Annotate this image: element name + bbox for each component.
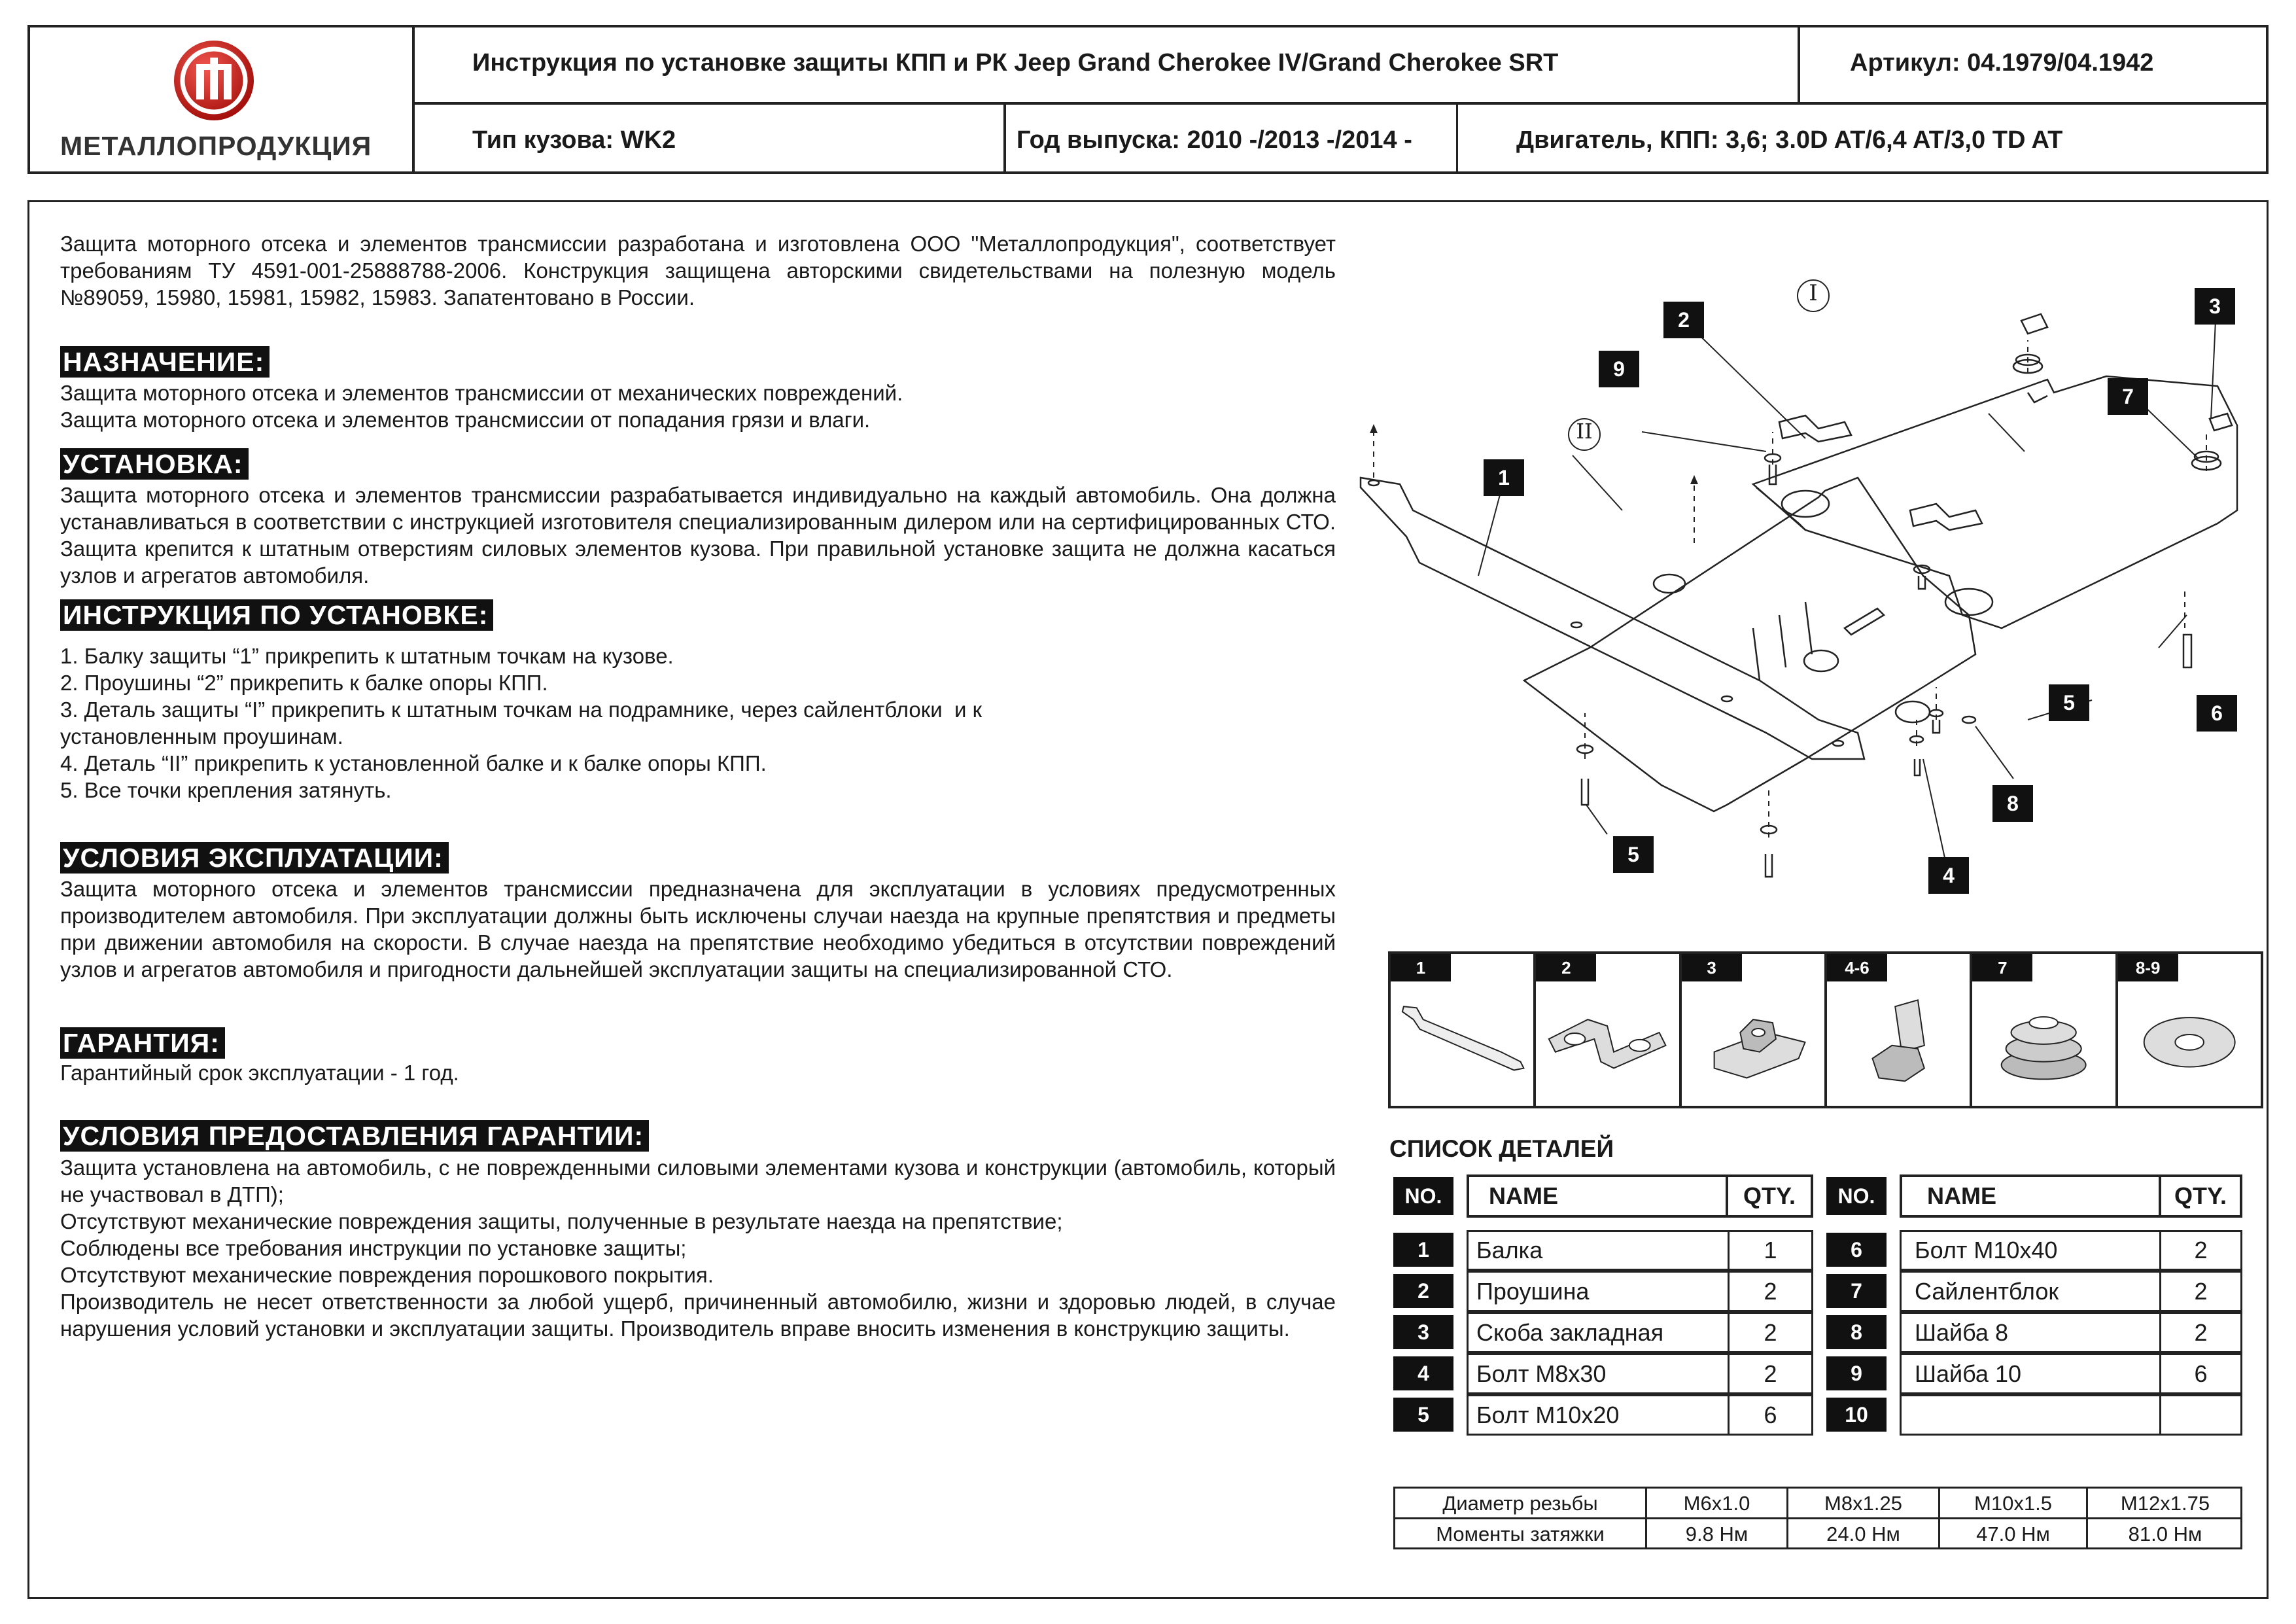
part-tag: 1 — [1391, 954, 1451, 981]
header-divider — [1456, 102, 1458, 174]
section-title-instruction: ИНСТРУКЦИЯ ПО УСТАНОВКЕ: — [60, 599, 493, 631]
instruction-step: 2. Проушины “2” прикрепить к балке опоры КПП. — [60, 671, 548, 695]
thread-size: M12x1.75 — [2120, 1492, 2210, 1515]
row-name: Болт М10х20 — [1467, 1394, 1730, 1436]
operation-text: Защита моторного отсека и элементов трансмиссии предназначена для эксплуатации в условиях предусмотренных производителем автомобиля. При эксплуатации должны быть исключены случаи наезда на крупные препятствия и предметы при движении автомобиля на скорости. В случае наезда на препятствие необходимо убедиться в отсутствии повреждений узлов и агрегатов автомобиля и пригодности дальнейшей эксплуатации защиты на специализированной СТО. — [60, 877, 1336, 981]
row-qty: 2 — [1728, 1312, 1813, 1353]
section-title-purpose: НАЗНАЧЕНИЕ: — [60, 346, 270, 378]
header-name: NAME — [1900, 1174, 2161, 1218]
row-qty: 2 — [2159, 1230, 2242, 1271]
section-title-install: УСТАНОВКА: — [60, 448, 249, 480]
row-name: Сайлентблок — [1900, 1271, 2161, 1312]
header-no: NO. — [1393, 1177, 1453, 1215]
row-no: 9 — [1826, 1356, 1887, 1390]
row-no: 10 — [1826, 1398, 1887, 1432]
purpose-line: Защита моторного отсека и элементов трансмиссии от попадания грязи и влаги. — [60, 408, 871, 432]
row-no: 2 — [1393, 1274, 1453, 1308]
header-name: NAME — [1467, 1174, 1728, 1218]
part-tag: 2 — [1536, 954, 1596, 981]
part-cell — [1682, 954, 1827, 1106]
part-label-II: II — [1576, 419, 1593, 444]
engine-gearbox: Двигатель, КПП: 3,6; 3.0D AT/6,4 AT/3,0 TD AT — [1516, 126, 2063, 154]
section-title-operation: УСЛОВИЯ ЭКСПЛУАТАЦИИ: — [60, 842, 449, 874]
thread-size: M8x1.25 — [1824, 1492, 1902, 1515]
instruction-step: 1. Балку защиты “1” прикрепить к штатным точкам на кузове. — [60, 644, 674, 668]
clip-nut-icon — [1682, 954, 1824, 1106]
part-cell — [1972, 954, 2117, 1106]
row-qty: 2 — [2159, 1271, 2242, 1312]
part-tag: 4-6 — [1827, 954, 1887, 981]
thread-diameter-label: Диаметр резьбы — [1442, 1492, 1598, 1515]
torque-label: Моменты затяжки — [1436, 1523, 1605, 1545]
header-divider — [1798, 25, 1800, 105]
production-year: Год выпуска: 2010 -/2013 -/2014 - — [1017, 126, 1412, 154]
row-name: Шайба 10 — [1900, 1353, 2161, 1394]
header-divider — [1003, 102, 1006, 174]
row-name: Болт М8х30 — [1467, 1353, 1730, 1394]
row-qty: 6 — [1728, 1394, 1813, 1436]
callout-5: 5 — [1613, 836, 1654, 873]
row-no: 6 — [1826, 1233, 1887, 1267]
row-no: 4 — [1393, 1356, 1453, 1390]
warranty-condition: Отсутствуют механические повреждения порошкового покрытия. — [60, 1263, 714, 1287]
row-name: Шайба 8 — [1900, 1312, 2161, 1353]
install-text: Защита моторного отсека и элементов трансмиссии разрабатывается индивидуально на каждый автомобиль. Она должна устанавливаться в соответствии с инструкцией изготовителя специализированным дилером или на сертифицированных СТО. Защита крепится к штатным отверстиям силовых элементов кузова. При правильной установке защита не должна касаться узлов и агрегатов автомобиля. — [60, 483, 1336, 588]
exploded-assembly-diagram — [1348, 262, 2276, 929]
header-divider — [412, 25, 415, 174]
part-label-I: I — [1809, 280, 1818, 306]
warranty-conditions-text — [60, 1154, 1336, 1342]
part-tag: 8-9 — [2118, 954, 2178, 981]
silentblock-icon — [1972, 954, 2115, 1106]
callout-2: 2 — [1663, 302, 1704, 338]
callout-5: 5 — [2049, 684, 2089, 721]
instruction-step: 4. Деталь “II” прикрепить к установленной балке и к балке опоры КПП. — [60, 751, 767, 775]
callout-4: 4 — [1928, 857, 1969, 894]
header-divider — [412, 102, 2269, 105]
article-number: Артикул: 04.1979/04.1942 — [1850, 49, 2154, 77]
bracket-icon — [1536, 954, 1679, 1106]
torque-table — [1393, 1487, 2242, 1549]
section-title-warranty: ГАРАНТИЯ: — [60, 1027, 225, 1059]
row-qty: 2 — [1728, 1271, 1813, 1312]
callout-8: 8 — [1992, 785, 2033, 822]
thread-size: M10x1.5 — [1974, 1492, 2052, 1515]
parts-strip — [1388, 951, 2263, 1108]
torque-value: 24.0 Нм — [1826, 1523, 1900, 1545]
row-no: 3 — [1393, 1315, 1453, 1349]
row-qty — [2159, 1394, 2242, 1436]
section-title-warranty-conditions: УСЛОВИЯ ПРЕДОСТАВЛЕНИЯ ГАРАНТИИ: — [60, 1120, 649, 1152]
row-no: 5 — [1393, 1398, 1453, 1432]
instruction-step: 5. Все точки крепления затянуть. — [60, 778, 392, 802]
part-cell — [1536, 954, 1681, 1106]
thread-size: M6x1.0 — [1683, 1492, 1750, 1515]
row-qty: 2 — [2159, 1312, 2242, 1353]
callout-3: 3 — [2195, 288, 2235, 325]
row-qty: 1 — [1728, 1230, 1813, 1271]
warranty-condition: Защита установлена на автомобиль, с не поврежденными силовыми элементами кузова и конструкции (автомобиль, который не участвовал в ДТП); — [60, 1156, 1336, 1207]
header-qty: QTY. — [1726, 1174, 1813, 1218]
torque-value: 47.0 Нм — [1976, 1523, 2050, 1545]
purpose-text — [60, 380, 1336, 433]
row-name — [1900, 1394, 2161, 1436]
purpose-line: Защита моторного отсека и элементов трансмиссии от механических повреждений. — [60, 381, 903, 405]
header-no: NO. — [1826, 1177, 1887, 1215]
row-name: Скоба закладная — [1467, 1312, 1730, 1353]
intro-text: Защита моторного отсека и элементов трансмиссии разработана и изготовлена ООО "Металлопродукция", соответствует требованиям ТУ 4591-001-25888788-2006. Конструкция защищена авторскими свидетельствами на полезную модель №89059, 15980, 15981, 15982, 15983. Запатентовано в России. — [60, 232, 1336, 309]
company-logo — [171, 38, 256, 123]
torque-value: 9.8 Нм — [1685, 1523, 1748, 1545]
beam-icon — [1391, 954, 1533, 1106]
part-cell — [1827, 954, 1972, 1106]
bolt-icon — [1827, 954, 1970, 1106]
row-name: Проушина — [1467, 1271, 1730, 1312]
instruction-step: 3. Деталь защиты “I” прикрепить к штатным точкам на подрамнике, через сайлентблоки и к — [60, 697, 983, 722]
row-no: 1 — [1393, 1233, 1453, 1267]
instruction-step: установленным проушинам. — [60, 724, 343, 749]
part-cell — [2118, 954, 2261, 1106]
header-qty: QTY. — [2159, 1174, 2242, 1218]
torque-value: 81.0 Нм — [2128, 1523, 2202, 1545]
body-type: Тип кузова: WK2 — [472, 126, 676, 154]
row-qty: 6 — [2159, 1353, 2242, 1394]
row-name: Болт М10х40 — [1900, 1230, 2161, 1271]
parts-list-title: СПИСОК ДЕТАЛЕЙ — [1389, 1135, 1614, 1162]
logo-text: МЕТАЛЛОПРОДУКЦИЯ — [60, 131, 372, 161]
row-qty: 2 — [1728, 1353, 1813, 1394]
part-cell — [1391, 954, 1536, 1106]
warranty-text: Гарантийный срок эксплуатации - 1 год. — [60, 1061, 459, 1085]
row-no: 7 — [1826, 1274, 1887, 1308]
row-name: Балка — [1467, 1230, 1730, 1271]
document-title: Инструкция по установке защиты КПП и РК Jeep Grand Cherokee IV/Grand Cherokee SRT — [472, 49, 1559, 77]
washer-icon — [2118, 954, 2261, 1106]
instruction-steps — [60, 643, 1336, 803]
warranty-condition: Производитель не несет ответственности за любой ущерб, причиненный автомобилю, жизни и здоровью людей, в случае нарушения условий установки и эксплуатации защиты. Производитель вправе вносить изменения в конструкцию защиты. — [60, 1290, 1336, 1341]
part-tag: 7 — [1972, 954, 2032, 981]
callout-9: 9 — [1599, 351, 1639, 387]
row-no: 8 — [1826, 1315, 1887, 1349]
warranty-condition: Отсутствуют механические повреждения защиты, полученные в результате наезда на препятствие; — [60, 1209, 1063, 1233]
callout-6: 6 — [2197, 695, 2237, 732]
part-tag: 3 — [1682, 954, 1742, 981]
callout-7: 7 — [2108, 378, 2148, 415]
warranty-condition: Соблюдены все требования инструкции по установке защиты; — [60, 1236, 687, 1260]
callout-1: 1 — [1484, 459, 1524, 496]
